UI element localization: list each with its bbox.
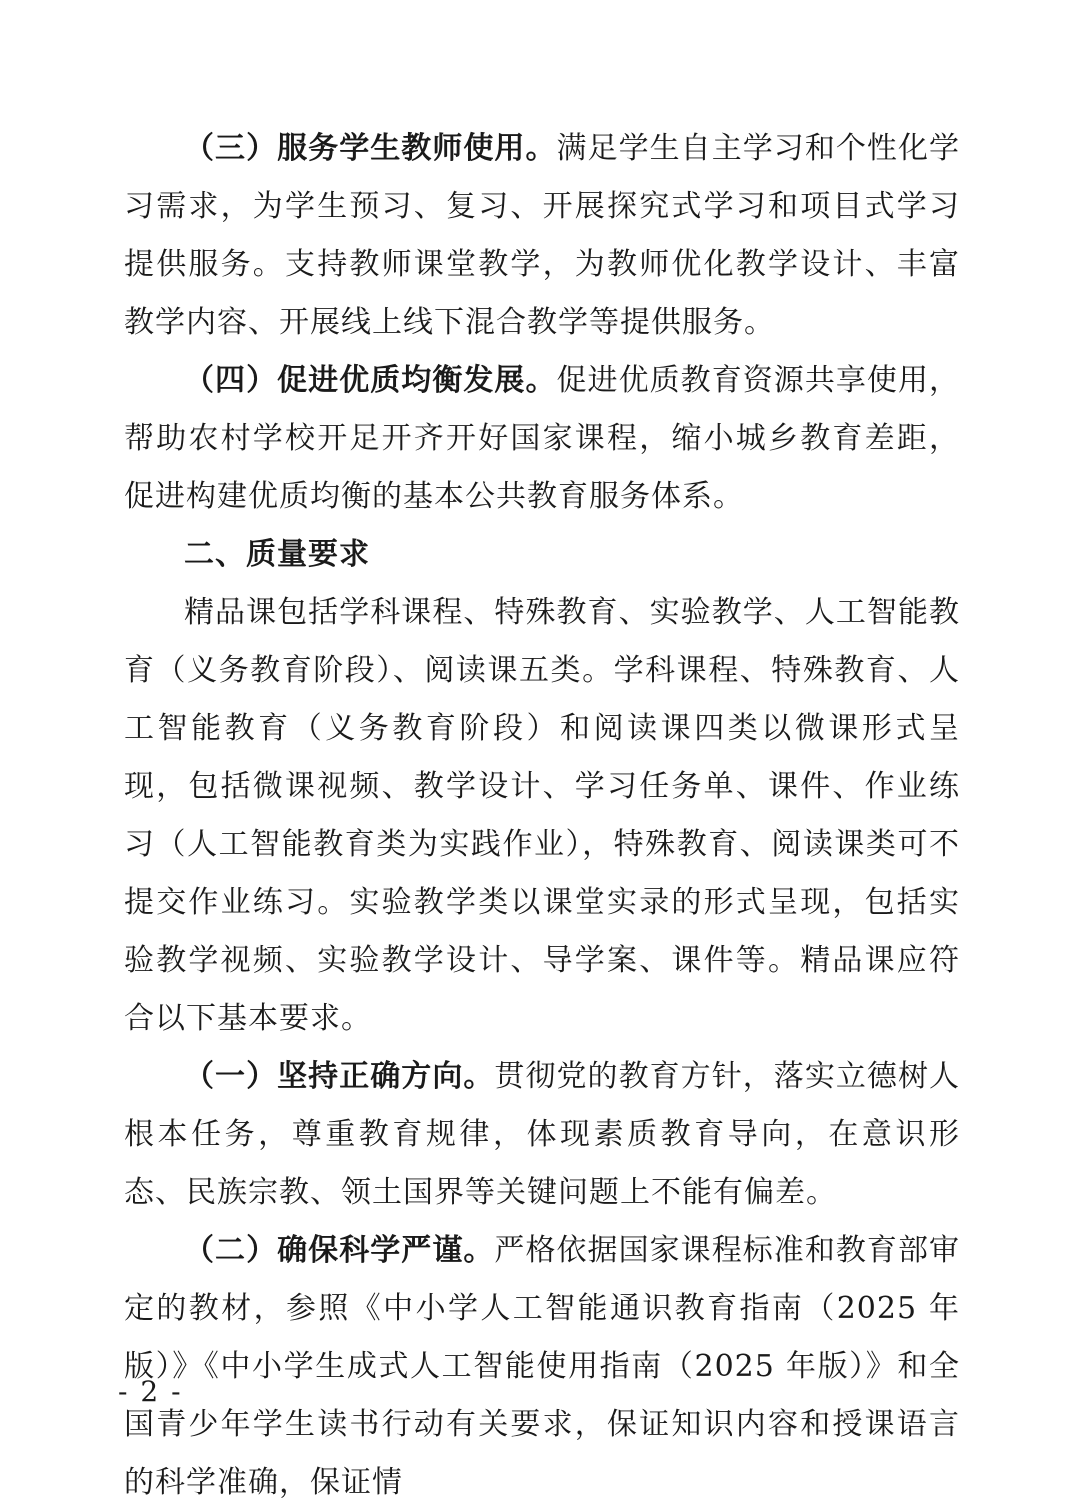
paragraph-body: 严格依据国家课程标准和教育部审定的教材，参照《中小学人工智能通识教育指南（2025 年版）》《中小学生成式人工智能使用指南（2025 年版）》和全国青少年学生读书行动有关要求，保证知识内容和授课语言的科学准确，保证情 [124, 1233, 961, 1500]
paragraph-body: 贯彻党的教育方针，落实立德树人根本任务，尊重教育规律，体现素质教育导向，在意识形态、民族宗教、领土国界等关键问题上不能有偏差。 [124, 1059, 961, 1210]
paragraph-lead: （二）确保科学严谨。 [184, 1233, 495, 1268]
paragraph-lead: （四）促进优质均衡发展。 [184, 363, 557, 398]
section-heading-quality-requirements: 二、质量要求 [184, 537, 370, 572]
document-body [124, 120, 960, 1512]
page-number: - 2 - [118, 1375, 183, 1408]
paragraph-lead: （一）坚持正确方向。 [184, 1059, 495, 1094]
paragraph-body: 促进优质教育资源共享使用，帮助农村学校开足开齐开好国家课程，缩小城乡教育差距，促进构建优质均衡的基本公共教育服务体系。 [124, 363, 960, 514]
paragraph-body: 精品课包括学科课程、特殊教育、实验教学、人工智能教育（义务教育阶段）、阅读课五类。学科课程、特殊教育、人工智能教育（义务教育阶段）和阅读课四类以微课形式呈现，包括微课视频、教学设计、学习任务单、课件、作业练习（人工智能教育类为实践作业），特殊教育、阅读课类可不提交作业练习。实验教学类以课堂实录的形式呈现，包括实验教学视频、实验教学设计、导学案、课件等。精品课应符合以下基本要求。 [124, 595, 960, 1036]
paragraph-serve-students-teachers [124, 120, 960, 352]
paragraph-course-categories [124, 584, 960, 1048]
paragraph-body: 满足学生自主学习和个性化学习需求，为学生预习、复习、开展探究式学习和项目式学习提供服务。支持教师课堂教学，为教师优化教学设计、丰富教学内容、开展线上线下混合教学等提供服务。 [124, 131, 960, 340]
paragraph-correct-direction [124, 1048, 960, 1222]
paragraph-balanced-development [124, 352, 960, 526]
paragraph-lead: （三）服务学生教师使用。 [184, 131, 557, 166]
paragraph-scientific-rigor [124, 1222, 960, 1512]
